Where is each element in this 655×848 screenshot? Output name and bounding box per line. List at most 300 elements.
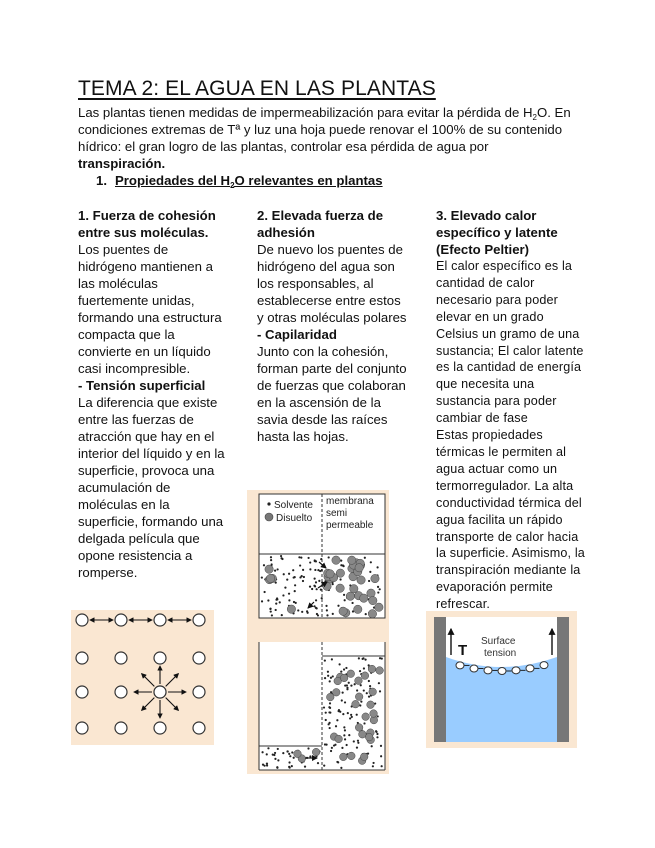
solvent-particle	[340, 767, 342, 769]
solvent-particle	[372, 762, 374, 764]
solvent-particle	[309, 561, 311, 563]
solute-particle	[362, 713, 370, 721]
solvent-particle	[368, 580, 370, 582]
solvent-particle	[301, 611, 303, 613]
solvent-particle	[348, 682, 350, 684]
section-title-part2: O relevantes en plantas	[234, 173, 383, 188]
solvent-particle	[368, 680, 370, 682]
solvent-particle	[288, 593, 290, 595]
molecule	[115, 652, 127, 664]
cohesion-diagram	[71, 610, 214, 745]
solvent-particle	[318, 580, 320, 582]
solvent-particle	[270, 610, 272, 612]
solvent-particle	[289, 755, 291, 757]
solvent-particle	[364, 659, 366, 661]
solute-legend-dot	[265, 513, 273, 521]
solvent-particle	[323, 706, 325, 708]
molecule	[193, 686, 205, 698]
solvent-particle	[343, 734, 345, 736]
solvent-particle	[276, 568, 278, 570]
solvent-particle	[346, 687, 348, 689]
legend-solvent: Solvente	[274, 500, 313, 511]
solvent-particle	[337, 605, 339, 607]
solvent-particle	[266, 753, 268, 755]
solvent-particle	[315, 599, 317, 601]
solvent-particle	[358, 657, 360, 659]
solute-particle	[360, 753, 368, 761]
section-title	[115, 173, 383, 188]
solvent-particle	[316, 588, 318, 590]
surface-label: Surface	[481, 636, 516, 647]
solute-particle	[359, 730, 367, 738]
solvent-particle	[344, 599, 346, 601]
solute-particle	[367, 589, 375, 597]
solvent-particle	[288, 573, 290, 575]
solvent-particle	[320, 589, 322, 591]
solvent-particle	[306, 610, 308, 612]
solvent-particle	[309, 755, 311, 757]
solvent-particle	[286, 750, 288, 752]
solvent-particle	[356, 747, 358, 749]
solvent-particle	[302, 569, 304, 571]
solvent-particle	[363, 689, 365, 691]
solvent-particle	[325, 744, 327, 746]
thermal-properties-text: Estas propiedades térmicas le permiten al agua actuar como un termorregulador. La alta conductividad térmica del agua facilita un rápido transporte de calor hacia la superficie. Asimismo, la transpiración mediante la evaporación permite refrescar.	[436, 428, 585, 612]
solvent-particle	[332, 613, 334, 615]
solvent-particle	[339, 663, 341, 665]
solvent-particle	[350, 685, 352, 687]
solvent-particle	[317, 614, 319, 616]
surface-tension-figure	[426, 611, 577, 748]
solute-particle	[365, 733, 373, 741]
solvent-particle	[359, 670, 361, 672]
solvent-particle	[325, 719, 327, 721]
solvent-particle	[342, 713, 344, 715]
solute-particle	[370, 710, 378, 718]
solvent-particle	[376, 736, 378, 738]
solvent-particle	[344, 738, 346, 740]
molecule	[154, 614, 166, 626]
molecule	[115, 722, 127, 734]
solvent-particle	[261, 751, 263, 753]
solvent-particle	[331, 658, 333, 660]
solvent-particle	[369, 571, 371, 573]
solvent-particle	[381, 657, 383, 659]
solvent-particle	[313, 585, 315, 587]
molecule	[154, 652, 166, 664]
solute-particle	[355, 693, 363, 701]
molecule	[76, 652, 88, 664]
solvent-particle	[266, 762, 268, 764]
solvent-particle	[325, 605, 327, 607]
solvent-particle	[289, 766, 291, 768]
intro-bold-term: transpiración.	[78, 156, 166, 171]
solvent-particle	[294, 584, 296, 586]
solvent-particle	[342, 692, 344, 694]
solvent-particle	[282, 594, 284, 596]
solvent-particle	[340, 670, 342, 672]
solvent-particle	[351, 716, 353, 718]
specific-heat-heading: 3. Elevado calor específico y latente (Efecto Peltier)	[436, 208, 558, 257]
solvent-particle	[261, 600, 263, 602]
solvent-particle	[314, 560, 316, 562]
solvent-particle	[321, 597, 323, 599]
solute-particle	[287, 605, 295, 613]
surface-molecule	[498, 667, 506, 674]
capillarity-text: Junto con la cohesión, forman parte del conjunto de fuerzas que colaboran en la ascensión de la savia desde las raíces hasta las hojas.	[257, 344, 407, 444]
solvent-particle	[371, 745, 373, 747]
solute-particle	[348, 556, 356, 564]
solvent-particle	[303, 576, 305, 578]
solvent-particle	[380, 745, 382, 747]
specific-heat-text: El calor específico es la cantidad de calor necesario para poder elevar en un grado Celsius un gramo de una sustancia; El calor latente es la cantidad de energía que necesita una sustancia para poder cambiar de fase	[436, 259, 584, 426]
cohesion-figure-bg	[71, 610, 214, 745]
surface-tension-heading: - Tensión superficial	[78, 378, 206, 393]
solvent-particle	[340, 564, 342, 566]
solvent-particle	[329, 727, 331, 729]
solvent-particle	[277, 759, 279, 761]
solvent-particle	[327, 675, 329, 677]
solvent-particle	[326, 609, 328, 611]
adhesion-heading: 2. Elevada fuerza de adhesión	[257, 208, 384, 240]
molecule	[193, 722, 205, 734]
solvent-particle	[297, 609, 299, 611]
solvent-particle	[339, 578, 341, 580]
solvent-particle	[336, 761, 338, 763]
solvent-particle	[317, 762, 319, 764]
solvent-particle	[324, 659, 326, 661]
solvent-particle	[282, 752, 284, 754]
surface-molecule	[484, 667, 492, 674]
solvent-particle	[270, 559, 272, 561]
column-adhesion	[257, 207, 407, 445]
solvent-particle	[330, 750, 332, 752]
solvent-particle	[276, 597, 278, 599]
solvent-particle	[346, 744, 348, 746]
solvent-particle	[274, 752, 276, 754]
solvent-particle	[378, 682, 380, 684]
solvent-particle	[270, 556, 272, 558]
solvent-particle	[288, 753, 290, 755]
solvent-particle	[314, 569, 316, 571]
capillarity-heading: - Capilaridad	[257, 327, 337, 342]
solute-particle	[368, 665, 376, 673]
solvent-particle	[325, 712, 327, 714]
intro-text-1: Las plantas tienen medidas de impermeabilización para evitar la pérdida de H	[78, 105, 533, 120]
solvent-particle	[267, 599, 269, 601]
center-molecule	[154, 686, 166, 698]
solute-particle	[375, 603, 383, 611]
molecule	[154, 722, 166, 734]
solvent-particle	[293, 757, 295, 759]
osmosis-diagram	[247, 490, 389, 774]
solvent-particle	[292, 569, 294, 571]
solvent-particle	[343, 594, 345, 596]
solvent-particle	[304, 766, 306, 768]
intro-paragraph	[78, 104, 578, 172]
solvent-legend-dot	[267, 502, 270, 505]
section-title-subscript: 2	[230, 181, 235, 190]
section-number: 1.	[96, 173, 107, 188]
solvent-particle	[281, 614, 283, 616]
solute-particle	[357, 576, 365, 584]
solute-particle	[346, 592, 354, 600]
solute-particle	[355, 724, 363, 732]
solvent-particle	[288, 599, 290, 601]
solute-particle	[360, 594, 368, 602]
solvent-particle	[294, 590, 296, 592]
solvent-particle	[263, 564, 265, 566]
solvent-particle	[327, 671, 329, 673]
solvent-particle	[284, 587, 286, 589]
solvent-particle	[329, 702, 331, 704]
surface-molecule	[470, 665, 478, 672]
surface-tension-text: La diferencia que existe entre las fuerzas de atracción que hay en el interior del líquido y en la superficie, provoca una acumulación de moléculas en la superficie, formando una delgada película que opone resistencia a romperse.	[78, 395, 225, 580]
solvent-particle	[321, 582, 323, 584]
solute-particle	[367, 701, 375, 709]
solvent-particle	[344, 729, 346, 731]
solvent-particle	[343, 668, 345, 670]
cohesion-heading: 1. Fuerza de cohesión entre sus moléculas.	[78, 208, 216, 240]
solute-particle	[265, 565, 273, 573]
solvent-particle	[314, 578, 316, 580]
solute-particle	[348, 752, 356, 760]
solute-particle	[340, 674, 348, 682]
solvent-particle	[328, 711, 330, 713]
solvent-particle	[376, 566, 378, 568]
molecule	[115, 686, 127, 698]
surface-tension-diagram	[426, 611, 577, 748]
solute-particle	[352, 700, 360, 708]
solvent-particle	[376, 733, 378, 735]
solute-particle	[361, 672, 369, 680]
solvent-particle	[344, 684, 346, 686]
membrane-label-1: membrana	[326, 496, 374, 507]
solvent-particle	[342, 565, 344, 567]
solvent-particle	[291, 765, 293, 767]
solute-particle	[376, 667, 384, 675]
solvent-particle	[302, 580, 304, 582]
solvent-particle	[338, 710, 340, 712]
adhesion-text: De nuevo los puentes de hidrógeno del agua son los responsables, al establecerse entre estos y otras moléculas polares	[257, 242, 407, 325]
osmosis-bottom-panel	[259, 642, 385, 770]
solvent-particle	[324, 677, 326, 679]
solvent-particle	[375, 730, 377, 732]
solvent-particle	[360, 684, 362, 686]
solvent-particle	[379, 690, 381, 692]
solvent-particle	[263, 591, 265, 593]
solvent-particle	[345, 667, 347, 669]
solvent-particle	[326, 614, 328, 616]
solvent-particle	[319, 570, 321, 572]
solvent-particle	[272, 754, 274, 756]
solute-particle	[332, 688, 340, 696]
legend-solute: Disuelto	[276, 513, 313, 524]
solvent-particle	[347, 712, 349, 714]
solvent-particle	[274, 570, 276, 572]
solvent-particle	[299, 564, 301, 566]
solute-particle	[355, 564, 363, 572]
solvent-particle	[343, 726, 345, 728]
solvent-particle	[360, 701, 362, 703]
solvent-particle	[263, 765, 265, 767]
solvent-particle	[349, 717, 351, 719]
solute-particle	[369, 688, 377, 696]
solvent-particle	[365, 613, 367, 615]
solvent-particle	[309, 568, 311, 570]
solute-particle	[371, 574, 379, 582]
solvent-particle	[307, 557, 309, 559]
solvent-particle	[344, 701, 346, 703]
cohesion-text: Los puentes de hidrógeno mantienen a las moléculas fuertemente unidas, formando una estructura compacta que la convierte en un líquido casi incompresible.	[78, 242, 222, 376]
solvent-particle	[377, 591, 379, 593]
solvent-particle	[331, 747, 333, 749]
solute-particle	[339, 607, 347, 615]
solvent-particle	[300, 557, 302, 559]
solvent-particle	[315, 581, 317, 583]
solvent-particle	[274, 758, 276, 760]
intro-text-2: O. En condiciones extremas de Tª y luz una hoja puede renovar el 100% de su contenido hídrico: el gran logro de las plantas, controlar esa pérdida de agua por	[78, 105, 571, 154]
section-title-part1: Propiedades del H	[115, 173, 231, 188]
solvent-particle	[301, 575, 303, 577]
solvent-particle	[369, 685, 371, 687]
solvent-particle	[323, 765, 325, 767]
solvent-particle	[286, 579, 288, 581]
tension-label: tension	[484, 648, 517, 659]
solute-particle	[340, 753, 348, 761]
solvent-particle	[330, 691, 332, 693]
solvent-particle	[269, 608, 271, 610]
solvent-particle	[311, 588, 313, 590]
solvent-particle	[363, 667, 365, 669]
molecule	[76, 614, 88, 626]
solvent-particle	[332, 675, 334, 677]
solute-particle	[335, 735, 343, 743]
solute-particle	[350, 585, 358, 593]
intro-subscript: 2	[532, 113, 537, 122]
solvent-particle	[335, 725, 337, 727]
section-heading	[96, 173, 383, 188]
solvent-particle	[294, 576, 296, 578]
solvent-particle	[351, 602, 353, 604]
solvent-particle	[315, 607, 317, 609]
solvent-particle	[364, 557, 366, 559]
solvent-particle	[353, 740, 355, 742]
solute-particle	[332, 556, 340, 564]
solvent-particle	[380, 755, 382, 757]
solute-particle	[326, 570, 334, 578]
surface-molecule	[456, 662, 464, 669]
solvent-particle	[275, 602, 277, 604]
solvent-particle	[267, 747, 269, 749]
cohesion-figure	[71, 610, 214, 745]
solvent-particle	[368, 696, 370, 698]
molecule	[76, 686, 88, 698]
solvent-particle	[329, 680, 331, 682]
solvent-particle	[280, 555, 282, 557]
solvent-particle	[309, 585, 311, 587]
solvent-particle	[261, 576, 263, 578]
page-title: TEMA 2: EL AGUA EN LAS PLANTAS	[78, 77, 436, 100]
solvent-particle	[381, 765, 383, 767]
solvent-particle	[271, 614, 273, 616]
solvent-particle	[366, 692, 368, 694]
solute-particle	[369, 596, 377, 604]
solvent-particle	[334, 744, 336, 746]
solute-particle	[294, 750, 302, 758]
solute-particle	[336, 584, 344, 592]
solvent-particle	[291, 751, 293, 753]
tension-label-t: T	[458, 642, 468, 659]
solvent-particle	[363, 722, 365, 724]
solvent-particle	[354, 683, 356, 685]
molecule	[76, 722, 88, 734]
solvent-particle	[328, 556, 330, 558]
solvent-particle	[328, 723, 330, 725]
solute-particle	[355, 677, 363, 685]
solvent-particle	[362, 657, 364, 659]
solvent-particle	[293, 601, 295, 603]
solute-particle	[266, 574, 274, 582]
solvent-particle	[379, 588, 381, 590]
osmosis-figure	[247, 490, 389, 774]
solvent-particle	[288, 761, 290, 763]
solvent-particle	[357, 742, 359, 744]
solvent-particle	[307, 747, 309, 749]
solvent-particle	[279, 601, 281, 603]
tube-right-wall	[557, 617, 569, 742]
solvent-particle	[356, 689, 358, 691]
molecule	[193, 652, 205, 664]
surface-molecule	[540, 662, 548, 669]
solvent-particle	[320, 558, 322, 560]
solvent-particle	[276, 767, 278, 769]
solvent-particle	[341, 699, 343, 701]
solvent-particle	[370, 561, 372, 563]
solvent-particle	[275, 609, 277, 611]
surface-molecule	[526, 665, 534, 672]
solvent-particle	[341, 747, 343, 749]
column-specific-heat	[436, 207, 586, 613]
column-cohesion	[78, 207, 228, 581]
molecule	[115, 614, 127, 626]
solvent-particle	[332, 583, 334, 585]
solvent-particle	[283, 573, 285, 575]
solvent-particle	[266, 764, 268, 766]
solute-particle	[368, 610, 376, 618]
membrane-label-2: semi	[326, 508, 348, 519]
solvent-particle	[298, 556, 300, 558]
solvent-particle	[357, 740, 359, 742]
solvent-particle	[377, 586, 379, 588]
molecule	[193, 614, 205, 626]
solvent-particle	[336, 719, 338, 721]
solvent-particle	[280, 557, 282, 559]
tube-left-wall	[434, 617, 446, 742]
solute-particle	[347, 670, 355, 678]
solvent-particle	[372, 765, 374, 767]
solvent-particle	[356, 714, 358, 716]
membrane-label-3: permeable	[326, 520, 374, 531]
solvent-particle	[350, 714, 352, 716]
solvent-particle	[330, 677, 332, 679]
surface-molecule	[512, 667, 520, 674]
solvent-particle	[348, 734, 350, 736]
solvent-particle	[277, 748, 279, 750]
solute-particle	[354, 605, 362, 613]
solute-particle	[312, 748, 320, 756]
solvent-particle	[328, 706, 330, 708]
